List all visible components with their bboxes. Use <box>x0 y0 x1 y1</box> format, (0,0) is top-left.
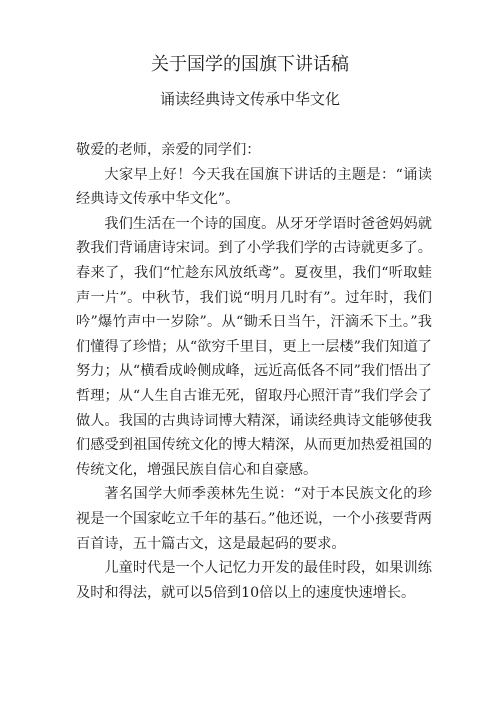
salutation-paragraph: 敬爱的老师，亲爱的同学们： <box>76 142 261 158</box>
document-body <box>76 138 432 605</box>
body-paragraph: 我们生活在一个诗的国度。从牙牙学语时爸爸妈妈就教我们背诵唐诗宋词。到了小学我们学的古诗就更多了。春来了，我们“忙趁东风放纸鸢”。夏夜里，我们“听取蛙声一片”。中秋节，我们说“明月几时有”。过年时，我们吟”爆竹声中一岁除”。从“锄禾日当午，汗滴禾下土。”我们懂得了珍惜；从“欲穷千里目，更上一层楼”我们知道了努力；从“横看成岭侧成峰，远近高低各不同”我们悟出了哲理；从“人生自古谁无死，留取丹心照汗青”我们学会了做人。我国的古典诗词博大精深，诵读经典诗文能够使我们感受到祖国传统文化的博大精深，从而更加热爱祖国的传统文化，增强民族自信心和自豪感。 <box>76 215 432 478</box>
body-paragraph: 大家早上好！今天我在国旗下讲话的主题是：“诵读经典诗文传承中华文化”。 <box>76 166 432 208</box>
page-title: 关于国学的国旗下讲话稿 <box>151 54 349 75</box>
body-paragraph: 著名国学大师季羡林先生说：“对于本民族文化的珍视是一个国家屹立千年的基石。”他还说，一个小孩要背两百首诗，五十篇古文，这是最起码的要求。 <box>76 486 432 552</box>
page-subtitle: 诵读经典诗文传承中华文化 <box>159 90 340 108</box>
body-paragraph: 儿童时代是一个人记忆力开发的最佳时段，如果训练及时和得法，就可以5倍到10倍以上的速度快速增长。 <box>76 560 432 601</box>
